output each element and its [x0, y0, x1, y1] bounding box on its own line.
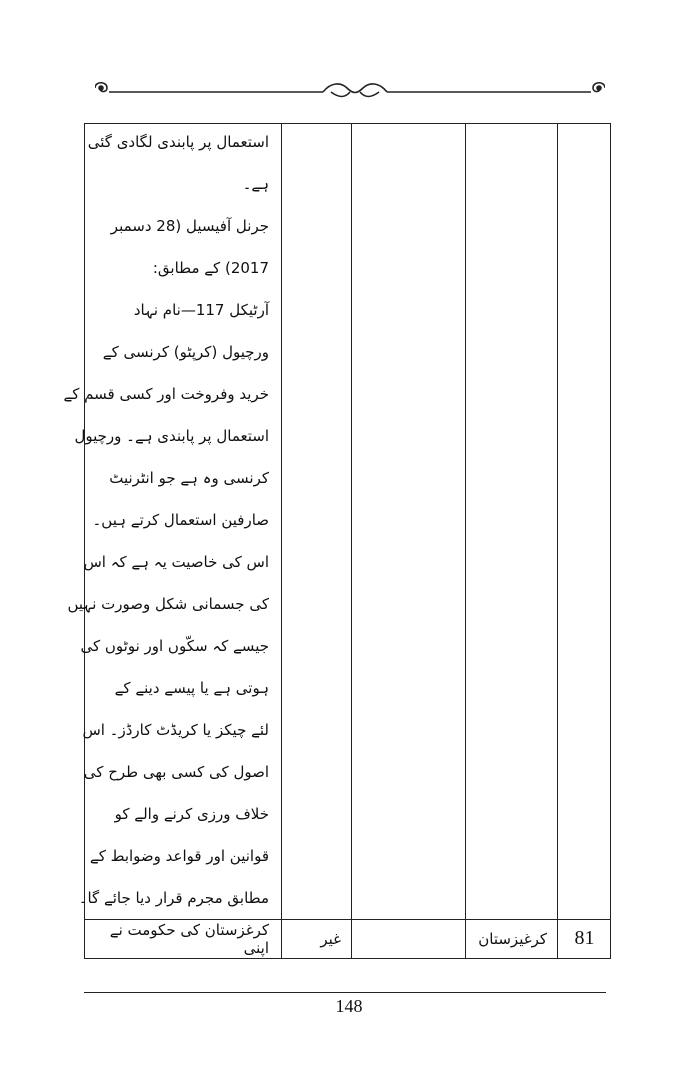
text-line: 2017) کے مطابق:	[152, 259, 269, 277]
text-line: کی جسمانی شکل وصورت نہیں	[67, 595, 269, 613]
text-line: اصول کی کسی بھی طرح کی	[83, 763, 269, 781]
text-line: آرٹیکل 117—نام نہاد	[133, 301, 269, 319]
page-number: 148	[335, 996, 363, 1016]
text-line: قوانین اور قواعد وضوابط کے	[89, 847, 269, 865]
description-cell	[63, 124, 281, 919]
column-divider	[281, 124, 282, 958]
text-line: خرید وفروخت اور کسی قسم کے	[63, 385, 269, 403]
flourish-divider-icon	[95, 70, 605, 106]
row2-country: کرغیزستان	[478, 929, 547, 948]
header-ornament	[95, 70, 605, 106]
column-divider	[557, 124, 558, 958]
row2-serial: 81	[574, 927, 595, 949]
text-line: استعمال پر پابندی ہے۔ ورچیول	[74, 427, 269, 445]
row2-description: کرغزستان کی حکومت نے اپنی	[109, 920, 269, 957]
text-line: ہے۔	[242, 175, 269, 193]
text-line: مطابق مجرم قرار دیا جائے گا۔	[78, 889, 269, 907]
text-line: جیسے کہ سکّوں اور نوٹوں کی	[80, 637, 269, 655]
text-line: جرنل آفیسیل (28 دسمبر	[110, 217, 269, 235]
text-line: لئے چیکز یا کریڈٹ کارڈز۔ اس	[82, 721, 269, 739]
text-line: صارفین استعمال کرتے ہیں۔	[92, 511, 269, 529]
column-divider	[351, 124, 352, 958]
text-line: ورچیول (کرپٹو) کرنسی کے	[102, 343, 269, 361]
column-divider	[465, 124, 466, 958]
text-line: استعمال پر پابندی لگادی گئی	[87, 133, 269, 151]
text-line: کرنسی وہ ہے جو انٹرنیٹ	[109, 469, 269, 487]
text-line: ہوتی ہے یا پیسے دینے کے	[114, 679, 269, 697]
text-line: اس کی خاصیت یہ ہے کہ اس	[83, 553, 269, 571]
text-line: خلاف ورزی کرنے والے کو	[114, 805, 269, 823]
data-table	[63, 123, 611, 959]
footer-rule	[84, 992, 606, 993]
row2-status: غیر	[320, 929, 341, 948]
